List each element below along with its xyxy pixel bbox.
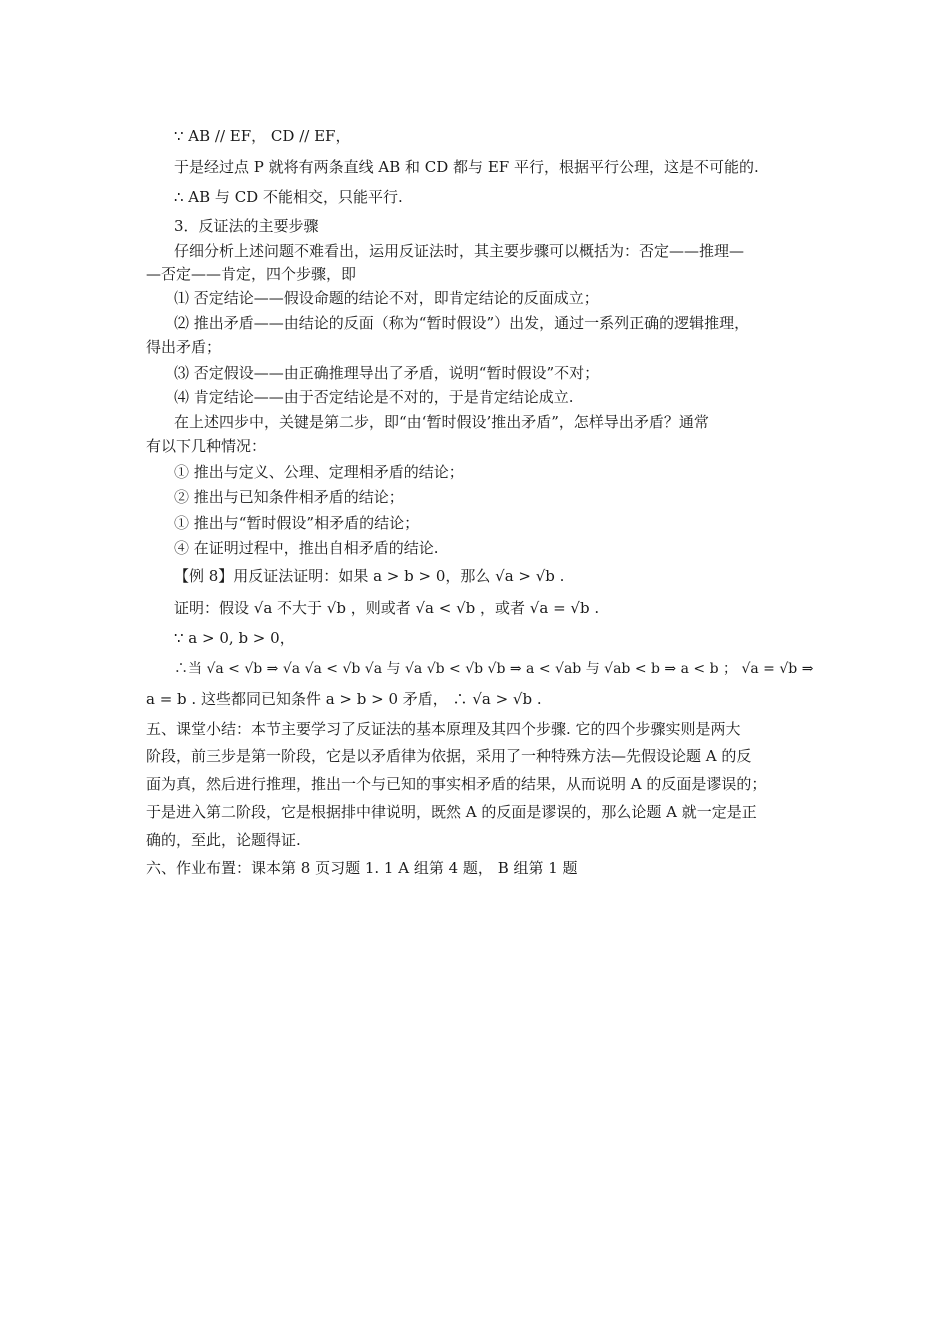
text-line: a = b . 这些都同已知条件 a > b > 0 矛盾， ∴ √a > √b . xyxy=(146,690,542,708)
summary-line: 确的，至此，论题得证. xyxy=(146,831,301,849)
summary-line: 五、课堂小结：本节主要学习了反证法的基本原理及其四个步骤. 它的四个步骤实则是两大 xyxy=(146,720,741,738)
list-item: ⑵ 推出矛盾——由结论的反面（称为“暂时假设”）出发，通过一系列正确的逻辑推理， xyxy=(174,314,750,332)
example-heading: 【例 8】用反证法证明：如果 a > b > 0，那么 √a > √b . xyxy=(174,567,565,585)
text-line: ∵ AB // EF， CD // EF， xyxy=(174,127,351,145)
list-item: ① 推出与“暂时假设”相矛盾的结论； xyxy=(174,514,420,532)
list-item: ⑴ 否定结论——假设命题的结论不对，即肯定结论的反面成立； xyxy=(174,289,599,307)
list-item: ⑶ 否定假设——由正确推理导出了矛盾，说明“暂时假设”不对； xyxy=(174,364,600,382)
text-line: 得出矛盾； xyxy=(146,338,222,356)
list-item: ⑷ 肯定结论——由于否定结论是不对的，于是肯定结论成立. xyxy=(174,388,574,406)
text-line: 证明：假设 √a 不大于 √b ，则或者 √a < √b ，或者 √a = √b . xyxy=(174,599,600,617)
text-line: —否定——肯定，四个步骤，即 xyxy=(146,265,357,283)
summary-line: 于是进入第二阶段，它是根据排中律说明，既然 A 的反面是谬误的，那么论题 A 就一定是正 xyxy=(146,803,757,821)
text-line: 仔细分析上述问题不难看出，运用反证法时，其主要步骤可以概括为：否定——推理— xyxy=(174,242,745,260)
homework-line: 六、作业布置：课本第 8 页习题 1. 1 A 组第 4 题， B 组第 1 题 xyxy=(146,859,578,877)
summary-line: 阶段，前三步是第一阶段，它是以矛盾律为依据，采用了一种特殊方法—先假设论题 A 的反 xyxy=(146,747,752,765)
text-line: ∵ a > 0, b > 0， xyxy=(174,629,295,647)
text-line: 于是经过点 P 就将有两条直线 AB 和 CD 都与 EF 平行，根据平行公理，这是不可能的. xyxy=(174,158,759,176)
list-item: ④ 在证明过程中，推出自相矛盾的结论. xyxy=(174,539,439,557)
list-item: ① 推出与定义、公理、定理相矛盾的结论； xyxy=(174,463,464,481)
summary-line: 面为真，然后进行推理，推出一个与已知的事实相矛盾的结果，从而说明 A 的反面是谬误的； xyxy=(146,775,767,793)
text-line: ∴当 √a < √b ⇒ √a √a < √b √a 与 √a √b < √b √b ⇒ a < √ab 与 √ab < b ⇒ a < b ； √a = √b ⇒ xyxy=(174,661,814,677)
text-line: 有以下几种情况： xyxy=(146,437,267,455)
section-heading: 3．反证法的主要步骤 xyxy=(174,217,319,235)
list-item: ② 推出与已知条件相矛盾的结论； xyxy=(174,488,404,506)
text-line: 在上述四步中，关键是第二步，即“由‘暂时假设’推出矛盾”，怎样导出矛盾？通常 xyxy=(174,413,709,431)
text-line: ∴ AB 与 CD 不能相交，只能平行. xyxy=(174,188,403,206)
